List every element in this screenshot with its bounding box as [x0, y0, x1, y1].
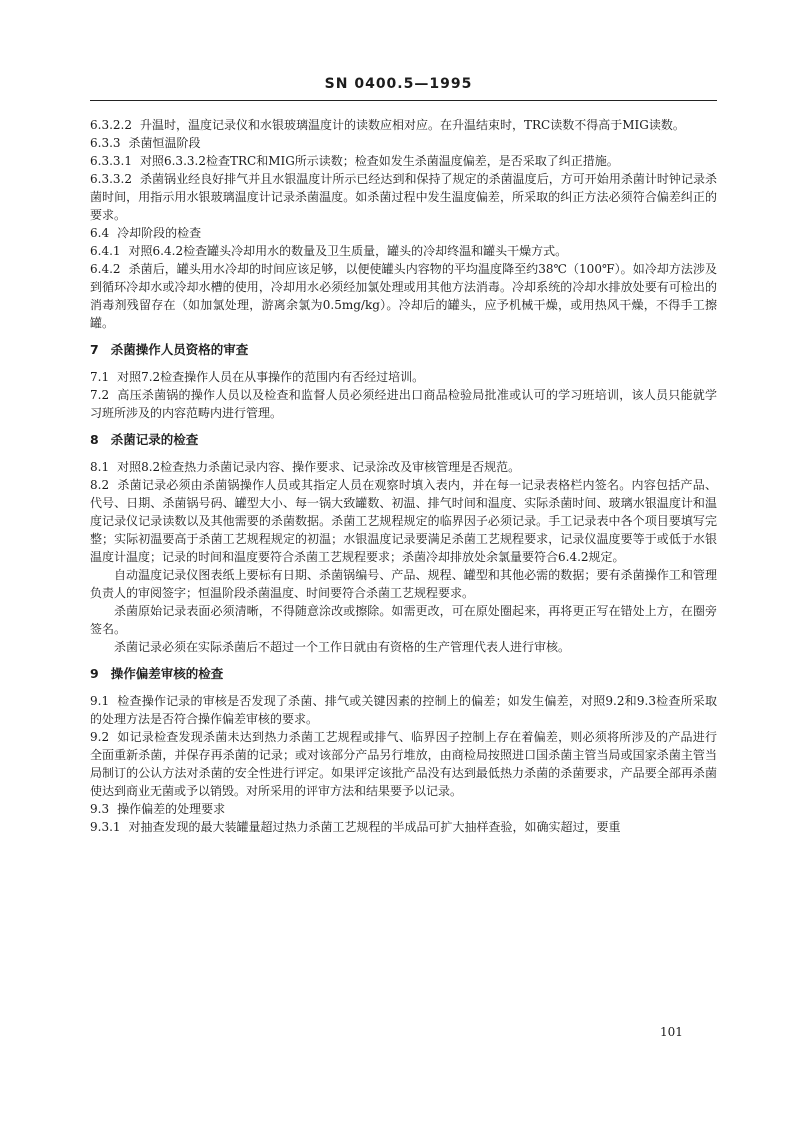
body-paragraph — [90, 566, 717, 602]
clause-text: 对照8.2检查热力杀菌记录内容、操作要求、记录涂改及审核管理是否规范。 — [117, 460, 521, 474]
clause-number: 6.4.2 — [90, 262, 121, 276]
clause-text: 检查操作记录的审核是否发现了杀菌、排气或关键因素的控制上的偏差；如发生偏差，对照9.2和9.3检查所采取的处理方法是否符合操作偏差审核的要求。 — [90, 694, 717, 726]
clause-text: 操作偏差的处理要求 — [117, 802, 226, 816]
clause-number: 6.3.3 — [90, 136, 121, 150]
clause-number: 6.3.2.2 — [90, 118, 132, 132]
clause-number: 7.2 — [90, 388, 110, 402]
section-heading — [90, 341, 717, 359]
clause-number: 9.2 — [90, 730, 110, 744]
section-heading — [90, 431, 717, 449]
clause-text: 对照6.4.2检查罐头冷却用水的数量及卫生质量，罐头的冷却终温和罐头干燥方式。 — [128, 244, 568, 258]
clause-text: 杀菌操作人员资格的审查 — [110, 342, 249, 357]
body-paragraph — [90, 224, 717, 242]
body-paragraph — [90, 458, 717, 476]
clause-number: 8.1 — [90, 460, 110, 474]
body-paragraph — [90, 116, 717, 134]
clause-text: 冷却阶段的检查 — [117, 226, 202, 240]
body-paragraph — [90, 386, 717, 422]
body-paragraph — [90, 242, 717, 260]
clause-text: 杀菌原始记录表面必须清晰，不得随意涂改或擦除。如需更改，可在原处圈起来，再将更正写在错处上方，在圈旁签名。 — [90, 604, 717, 636]
body-paragraph — [90, 818, 717, 836]
clause-number: 9.1 — [90, 694, 110, 708]
body-paragraph — [90, 728, 717, 800]
body-paragraph — [90, 638, 717, 656]
body-paragraph — [90, 368, 717, 386]
standard-code-header: SN 0400.5—1995 — [324, 76, 473, 92]
clause-number: 6.4 — [90, 226, 110, 240]
clause-number: 8.2 — [90, 478, 110, 492]
clause-text: 杀菌后，罐头用水冷却的时间应该足够，以便使罐头内容物的平均温度降至约38℃（100℉）。如冷却方法涉及到循环冷却水或冷却水槽的使用，冷却用水必须经加氯处理或用其他方法消毒。冷却系统的冷却水排放处要有可检出的消毒剂残留存在（如加氯处理，游离余氯为0.5mg/kg）。冷却后的罐头，应予机械干燥，或用热风干燥，不得手工擦罐。 — [90, 262, 717, 330]
clause-text: 对抽查发现的最大装罐量超过热力杀菌工艺规程的半成品可扩大抽样查验，如确实超过，要重 — [128, 820, 621, 834]
body-paragraph — [90, 476, 717, 566]
body-paragraph — [90, 152, 717, 170]
body-paragraph — [90, 170, 717, 224]
clause-text: 杀菌记录的检查 — [110, 432, 199, 447]
clause-text: 高压杀菌锅的操作人员以及检查和监督人员必须经进出口商品检验局批准或认可的学习班培训，该人员只能就学习班所涉及的内容范畴内进行管理。 — [90, 388, 717, 420]
clause-text: 杀菌记录必须由杀菌锅操作人员或其指定人员在观察时填入表内，并在每一记录表格栏内签名。内容包括产品、代号、日期、杀菌锅号码、罐型大小、每一锅大致罐数、初温、排气时间和温度、实际杀菌时间、玻璃水银温度计和温度记录仪记录读数以及其他需要的杀菌数据。杀菌工艺规程规定的临界因子必须记录。手工记录表中各个项目要填写完整；实际初温要高于杀菌工艺规程规定的初温；水银温度记录要满足杀菌工艺规程要求，记录仪温度要等于或低于水银温度计温度；记录的时间和温度要符合杀菌工艺规程要求；杀菌冷却排放处余氯量要符合6.4.2规定。 — [90, 478, 717, 564]
clause-text: 操作偏差审核的检查 — [110, 666, 224, 681]
body-paragraph — [90, 260, 717, 332]
clause-text: 升温时，温度记录仪和水银玻璃温度计的读数应相对应。在升温结束时，TRC读数不得高于MIG读数。 — [139, 118, 685, 132]
header-rule — [90, 100, 717, 101]
body-paragraph — [90, 602, 717, 638]
clause-number: 6.3.3.1 — [90, 154, 132, 168]
clause-text: 如记录检查发现杀菌未达到热力杀菌工艺规程或排气、临界因子控制上存在着偏差，则必须将所涉及的产品进行全面重新杀菌，并保存再杀菌的记录；或对该部分产品另行堆放，由商检局按照进口国杀菌主管当局或国家杀菌主管当局制订的公认方法对杀菌的安全性进行评定。如果评定该批产品没有达到最低热力杀菌的杀菌要求，产品要全部再杀菌使达到商业无菌或予以销毁。对所采用的评审方法和结果要予以记录。 — [90, 730, 717, 798]
clause-text: 对照7.2检查操作人员在从事操作的范围内有否经过培训。 — [117, 370, 425, 384]
body-paragraph — [90, 692, 717, 728]
clause-number: 6.3.3.2 — [90, 172, 132, 186]
clause-number: 8 — [90, 432, 99, 447]
document-body — [90, 116, 717, 836]
clause-text: 杀菌锅业经良好排气并且水银温度计所示已经达到和保持了规定的杀菌温度后，方可开始用杀菌计时钟记录杀菌时间，用指示用水银玻璃温度计记录杀菌温度。如杀菌过程中发生温度偏差，所采取的纠正方法必须符合偏差纠正的要求。 — [90, 172, 717, 222]
clause-number: 9.3 — [90, 802, 110, 816]
body-paragraph — [90, 134, 717, 152]
clause-text: 杀菌恒温阶段 — [128, 136, 201, 150]
clause-number: 6.4.1 — [90, 244, 121, 258]
clause-text: 对照6.3.3.2检查TRC和MIG所示读数；检查如发生杀菌温度偏差，是否采取了纠正措施。 — [139, 154, 619, 168]
clause-number: 9.3.1 — [90, 820, 121, 834]
section-heading — [90, 665, 717, 683]
clause-number: 7 — [90, 342, 99, 357]
body-paragraph — [90, 800, 717, 818]
clause-number: 9 — [90, 666, 99, 681]
page-number: 101 — [660, 1025, 683, 1039]
clause-text: 自动温度记录仪图表纸上要标有日期、杀菌锅编号、产品、规程、罐型和其他必需的数据；要有杀菌操作工和管理负责人的审阅签字；恒温阶段杀菌温度、时间要符合杀菌工艺规程要求。 — [90, 568, 717, 600]
clause-number: 7.1 — [90, 370, 110, 384]
clause-text: 杀菌记录必须在实际杀菌后不超过一个工作日就由有资格的生产管理代表人进行审核。 — [114, 640, 571, 654]
